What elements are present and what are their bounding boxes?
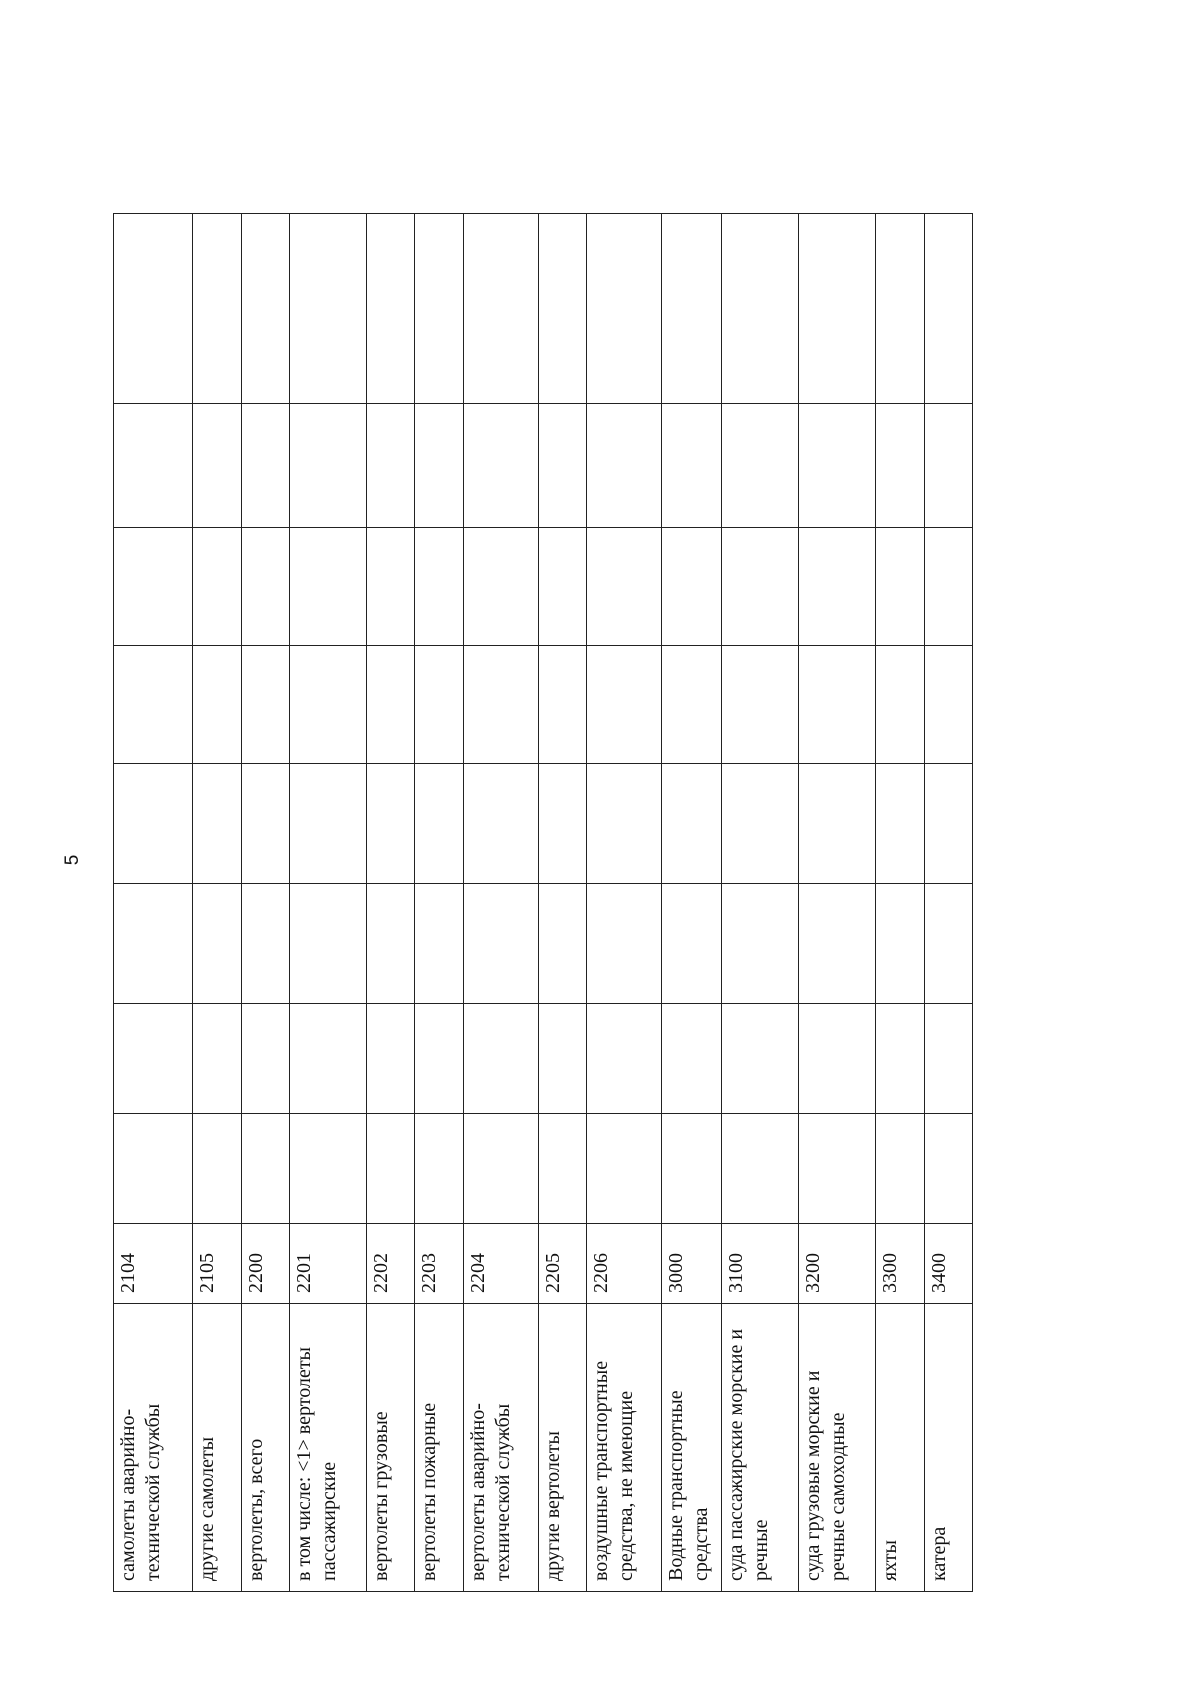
empty-value-cell[interactable] (241, 214, 289, 404)
empty-value-cell[interactable] (586, 1114, 661, 1224)
empty-value-cell[interactable] (924, 1114, 972, 1224)
empty-value-cell[interactable] (193, 884, 241, 1004)
empty-value-cell[interactable] (722, 214, 799, 404)
empty-value-cell[interactable] (463, 884, 538, 1004)
empty-value-cell[interactable] (289, 884, 366, 1004)
empty-value-cell[interactable] (799, 884, 876, 1004)
empty-value-cell[interactable] (463, 214, 538, 404)
row-name-cell: в том числе: <1> вертолеты пассажирские (289, 1304, 366, 1592)
empty-value-cell[interactable] (415, 1114, 463, 1224)
vehicle-table (113, 213, 973, 1592)
row-code-cell: 2204 (463, 1224, 538, 1304)
empty-value-cell[interactable] (463, 404, 538, 528)
empty-value-cell[interactable] (722, 1114, 799, 1224)
row-name-cell: суда грузовые морские и речные самоходные (799, 1304, 876, 1592)
empty-value-cell[interactable] (924, 528, 972, 646)
row-name-cell: катера (924, 1304, 972, 1592)
empty-value-cell[interactable] (924, 884, 972, 1004)
row-name-cell: вертолеты аварийно-технической службы (463, 1304, 538, 1592)
table-row (586, 214, 661, 1592)
empty-value-cell[interactable] (289, 764, 366, 884)
empty-value-cell[interactable] (799, 214, 876, 404)
empty-value-cell[interactable] (241, 764, 289, 884)
empty-value-cell[interactable] (876, 404, 924, 528)
row-code-cell: 3400 (924, 1224, 972, 1304)
empty-value-cell[interactable] (289, 646, 366, 764)
empty-value-cell[interactable] (722, 404, 799, 528)
row-code-cell: 3200 (799, 1224, 876, 1304)
empty-value-cell[interactable] (114, 528, 193, 646)
empty-value-cell[interactable] (463, 764, 538, 884)
empty-value-cell[interactable] (241, 646, 289, 764)
empty-value-cell[interactable] (538, 884, 586, 1004)
empty-value-cell[interactable] (799, 646, 876, 764)
empty-value-cell[interactable] (586, 1004, 661, 1114)
row-name-cell: яхты (876, 1304, 924, 1592)
empty-value-cell[interactable] (924, 646, 972, 764)
empty-value-cell[interactable] (463, 1004, 538, 1114)
empty-value-cell[interactable] (366, 1114, 414, 1224)
empty-value-cell[interactable] (876, 214, 924, 404)
empty-value-cell[interactable] (193, 764, 241, 884)
empty-value-cell[interactable] (722, 646, 799, 764)
empty-value-cell[interactable] (799, 528, 876, 646)
empty-value-cell[interactable] (463, 528, 538, 646)
empty-value-cell[interactable] (193, 1004, 241, 1114)
empty-value-cell[interactable] (366, 528, 414, 646)
empty-value-cell[interactable] (463, 646, 538, 764)
table-frame (113, 214, 1200, 1581)
empty-value-cell[interactable] (241, 1004, 289, 1114)
empty-value-cell[interactable] (114, 1004, 193, 1114)
row-name-cell: вертолеты пожарные (415, 1304, 463, 1592)
empty-value-cell[interactable] (876, 764, 924, 884)
empty-value-cell[interactable] (415, 528, 463, 646)
row-name-cell: суда пассажирские морские и речные (722, 1304, 799, 1592)
empty-value-cell[interactable] (538, 214, 586, 404)
row-code-cell: 3000 (661, 1224, 721, 1304)
table-row (241, 214, 289, 1592)
empty-value-cell[interactable] (366, 884, 414, 1004)
table-row (415, 214, 463, 1592)
empty-value-cell[interactable] (586, 764, 661, 884)
empty-value-cell[interactable] (924, 404, 972, 528)
table-row (538, 214, 586, 1592)
empty-value-cell[interactable] (538, 1114, 586, 1224)
empty-value-cell[interactable] (289, 528, 366, 646)
row-code-cell: 2206 (586, 1224, 661, 1304)
table-row (876, 214, 924, 1592)
row-name-cell: воздушные транспортные средства, не имеющие (586, 1304, 661, 1592)
empty-value-cell[interactable] (722, 764, 799, 884)
row-name-cell: Водные транспортные средства (661, 1304, 721, 1592)
empty-value-cell[interactable] (538, 528, 586, 646)
table-row (924, 214, 972, 1592)
empty-value-cell[interactable] (876, 646, 924, 764)
empty-value-cell[interactable] (114, 646, 193, 764)
empty-value-cell[interactable] (415, 646, 463, 764)
empty-value-cell[interactable] (924, 1004, 972, 1114)
empty-value-cell[interactable] (366, 404, 414, 528)
empty-value-cell[interactable] (924, 764, 972, 884)
empty-value-cell[interactable] (289, 214, 366, 404)
row-code-cell: 2201 (289, 1224, 366, 1304)
empty-value-cell[interactable] (538, 1004, 586, 1114)
empty-value-cell[interactable] (586, 646, 661, 764)
table-row (289, 214, 366, 1592)
row-name-cell: другие вертолеты (538, 1304, 586, 1592)
table-row (114, 214, 193, 1592)
empty-value-cell[interactable] (586, 884, 661, 1004)
empty-value-cell[interactable] (193, 646, 241, 764)
empty-value-cell[interactable] (415, 884, 463, 1004)
empty-value-cell[interactable] (415, 764, 463, 884)
empty-value-cell[interactable] (586, 404, 661, 528)
page-number: 5 (62, 854, 83, 866)
empty-value-cell[interactable] (193, 404, 241, 528)
empty-value-cell[interactable] (538, 646, 586, 764)
empty-value-cell[interactable] (366, 646, 414, 764)
row-code-cell: 2205 (538, 1224, 586, 1304)
row-code-cell: 2202 (366, 1224, 414, 1304)
empty-value-cell[interactable] (366, 1004, 414, 1114)
empty-value-cell[interactable] (661, 214, 721, 404)
row-code-cell: 2203 (415, 1224, 463, 1304)
empty-value-cell[interactable] (876, 884, 924, 1004)
row-code-cell: 3100 (722, 1224, 799, 1304)
empty-value-cell[interactable] (114, 884, 193, 1004)
row-code-cell: 2104 (114, 1224, 193, 1304)
table-body (114, 214, 973, 1592)
table-row (722, 214, 799, 1592)
empty-value-cell[interactable] (114, 764, 193, 884)
empty-value-cell[interactable] (799, 404, 876, 528)
row-code-cell: 2105 (193, 1224, 241, 1304)
empty-value-cell[interactable] (463, 1114, 538, 1224)
empty-value-cell[interactable] (722, 1004, 799, 1114)
empty-value-cell[interactable] (289, 1004, 366, 1114)
table-row (661, 214, 721, 1592)
empty-value-cell[interactable] (241, 884, 289, 1004)
row-name-cell: другие самолеты (193, 1304, 241, 1592)
empty-value-cell[interactable] (799, 1004, 876, 1114)
empty-value-cell[interactable] (722, 884, 799, 1004)
empty-value-cell[interactable] (415, 1004, 463, 1114)
empty-value-cell[interactable] (661, 528, 721, 646)
empty-value-cell[interactable] (415, 214, 463, 404)
empty-value-cell[interactable] (366, 764, 414, 884)
row-code-cell: 3300 (876, 1224, 924, 1304)
empty-value-cell[interactable] (114, 214, 193, 404)
empty-value-cell[interactable] (586, 528, 661, 646)
row-name-cell: вертолеты, всего (241, 1304, 289, 1592)
table-row (366, 214, 414, 1592)
row-name-cell: вертолеты грузовые (366, 1304, 414, 1592)
empty-value-cell[interactable] (538, 764, 586, 884)
empty-value-cell[interactable] (415, 404, 463, 528)
empty-value-cell[interactable] (876, 1004, 924, 1114)
empty-value-cell[interactable] (661, 1004, 721, 1114)
empty-value-cell[interactable] (586, 214, 661, 404)
empty-value-cell[interactable] (114, 404, 193, 528)
empty-value-cell[interactable] (799, 764, 876, 884)
empty-value-cell[interactable] (241, 528, 289, 646)
empty-value-cell[interactable] (876, 1114, 924, 1224)
empty-value-cell[interactable] (799, 1114, 876, 1224)
empty-value-cell[interactable] (193, 1114, 241, 1224)
table-row (463, 214, 538, 1592)
empty-value-cell[interactable] (924, 214, 972, 404)
empty-value-cell[interactable] (193, 528, 241, 646)
empty-value-cell[interactable] (241, 404, 289, 528)
table-row (799, 214, 876, 1592)
empty-value-cell[interactable] (722, 528, 799, 646)
row-name-cell: самолеты аварийно-технической службы (114, 1304, 193, 1592)
empty-value-cell[interactable] (661, 404, 721, 528)
empty-value-cell[interactable] (661, 884, 721, 1004)
table-row (193, 214, 241, 1592)
empty-value-cell[interactable] (661, 764, 721, 884)
empty-value-cell[interactable] (114, 1114, 193, 1224)
empty-value-cell[interactable] (661, 646, 721, 764)
row-code-cell: 2200 (241, 1224, 289, 1304)
empty-value-cell[interactable] (289, 1114, 366, 1224)
empty-value-cell[interactable] (241, 1114, 289, 1224)
empty-value-cell[interactable] (193, 214, 241, 404)
empty-value-cell[interactable] (661, 1114, 721, 1224)
empty-value-cell[interactable] (289, 404, 366, 528)
empty-value-cell[interactable] (876, 528, 924, 646)
empty-value-cell[interactable] (366, 214, 414, 404)
empty-value-cell[interactable] (538, 404, 586, 528)
